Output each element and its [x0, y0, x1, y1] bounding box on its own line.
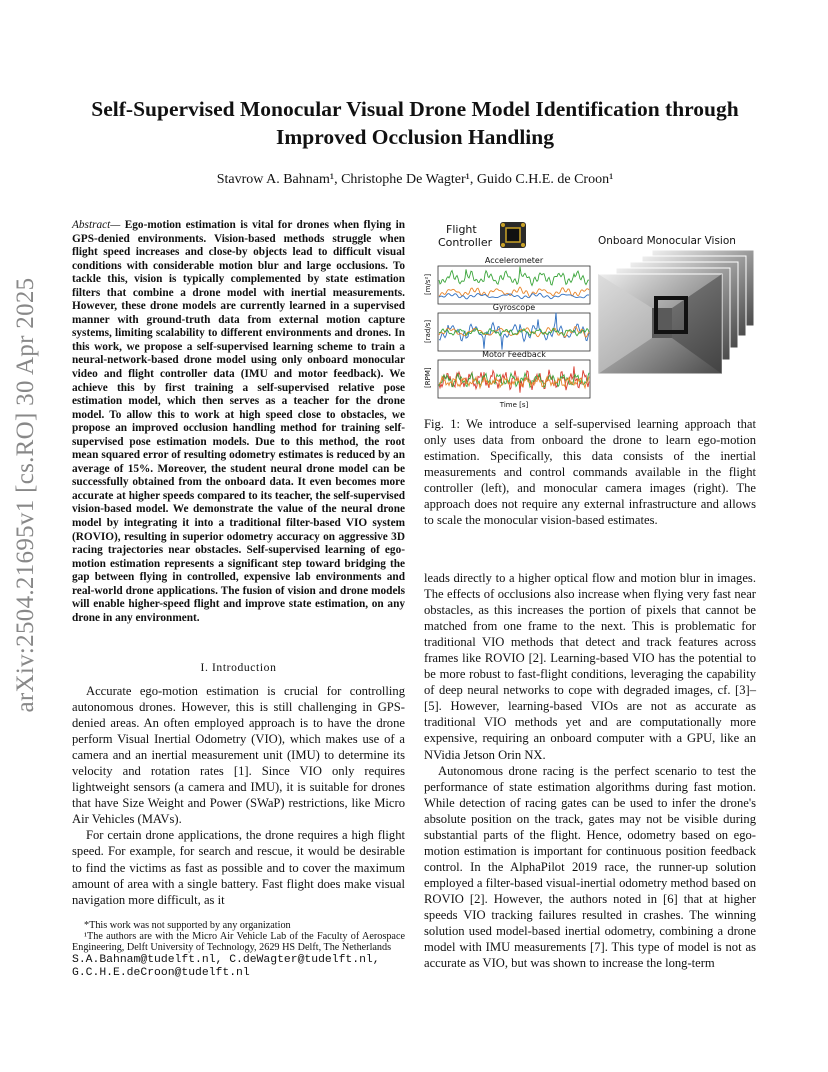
vision-label: Onboard Monocular Vision [598, 235, 736, 247]
unit-label-accel: [m/s²] [424, 273, 432, 295]
figure-1-caption: Fig. 1: We introduce a self-supervised learning approach that only uses data from onboard the drone to learn ego-motion estimation. Specifically, this data consists of the inertial measurements and control commands available in the flight controller (left), and monocular camera images (right). The approach does not require any external infrastructure and allows to scale the monocular vision-based estimates. [424, 417, 756, 528]
intro-paragraph-1: Accurate ego-motion estimation is crucial for controlling autonomous drones. However, this is still challenging in GPS-denied areas. An often employed approach is to have the drone perform Visual Inertial Odometry (VIO), which makes use of a camera and an inertial measurement unit (IMU) to determine its velocity and rotation rates [1]. Since VIO only requires lightweight sensors (a camera and IMU), it is suitable for drones that have Size Weight and Power (SWaP) restrictions, like Micro Air Vehicles (MAVs). [72, 684, 405, 827]
footnotes [72, 920, 405, 980]
intro-paragraph-2: For certain drone applications, the drone requires a high flight speed. For example, for search and rescue, it would be desirable to find the victims as fast as possible and to cover the maximum amount of area with a single battery. Fast flight does make visual navigation more difficult, as it [72, 828, 405, 907]
unit-label-motor: [RPM] [424, 367, 432, 388]
gyroscope-trace-orange [439, 327, 589, 338]
right-paragraph-2: Autonomous drone racing is the perfect scenario to test the performance of state estimation algorithms during fast motion. While detection of racing gates can be used to infer the drone's absolute position on the track, gates may not be visible during substantial parts of the flight. Hence, odometry based on ego-motion estimation is important for continuous position feedback control. In the AlphaPilot 2019 race, the runner-up solution employed a filter-based visual-inertial odometry method based on ROVIO [2]. However, the authors noted in [6] that at higher speeds VIO tracking failures resulted in crashes. The winning solution used model-based inertial odometry, combining a drone model with IMU measurements [7]. This type of model is not as accurate as VIO, but was shown to increase the long-term [424, 763, 756, 971]
plot-title-motor-feedback: Motor Feedback [482, 350, 546, 359]
fc-label-line1: Flight [446, 223, 477, 236]
camera-image-stack [598, 250, 754, 374]
abstract-text: Ego-motion estimation is vital for drones when flying in GPS-denied environments. Vision-based methods struggle when flight speed increases and close-by objects lead to difficult visual conditions with considerable motion blur and large occlusions. To tackle this, vision is typically complemented by state estimation filters that combine a drone model with inertial measurements. However, these drone models are currently learned in a supervised manner with ground-truth data from external motion capture systems, limiting scalability to different environments and drones. In this work, we propose a self-supervised learning scheme to train a neural-network-based drone model using only onboard monocular video and flight controller data (IMU and motor feedback). We achieve this by first training a self-supervised relative pose estimation model, which then serves as a teacher for the drone model. To allow this to work at high speed close to obstacles, we propose an improved occlusion handling method for training self-supervised pose estimation models. Due to this method, the root mean squared error of resulting odometry estimates is reduced by an average of 15%. Moreover, the student neural drone model can be successfully obtained from the onboard data. It even becomes more accurate at higher speeds compared to its teacher, the self-supervised vision-based model. We demonstrate the value of the neural drone model by integrating it into a traditional filter-based VIO system (ROVIO), resulting in superior odometry accuracy on aggressive 3D racing trajectories near obstacles. Self-supervised learning of ego-motion estimation represents a significant step toward bridging the gap between flying in controlled, expensive lab environments and real-world drone applications. The fusion of vision and drone models will enable higher-speed flight and improve state estimation, on any drone in any environment. [72, 219, 405, 624]
unit-label-gyro: [rad/s] [424, 319, 432, 343]
accelerometer-trace-green [439, 267, 589, 286]
flight-controller-board-icon [500, 222, 526, 248]
figure-1-graphic [420, 220, 756, 410]
plot-title-gyroscope: Gyroscope [492, 303, 536, 312]
footnote-affiliation: ¹The authors are with the Micro Air Vehicle Lab of the Faculty of Aerospace Engineering, Delft University of Technology, 2629 HS Delft, The Netherlands [72, 931, 405, 954]
abstract-label: Abstract— [72, 219, 121, 231]
section-heading-introduction: I. Introduction [200, 661, 277, 674]
footnote-emails: S.A.Bahnam@tudelft.nl, C.deWagter@tudelft.nl, G.C.H.E.deCroon@tudelft.nl [72, 953, 380, 979]
footnote-funding: *This work was not supported by any organization [84, 920, 291, 931]
fc-label-line2: Controller [438, 236, 493, 249]
time-axis-label: Time [s] [499, 401, 529, 409]
figure-1 [420, 220, 756, 410]
author-list: Stavrow A. Bahnam¹, Christophe De Wagter¹, Guido C.H.E. de Croon¹ [216, 172, 614, 187]
arxiv-identifier: arXiv:2504.21695v1 [cs.RO] 30 Apr 2025 [12, 277, 39, 713]
right-paragraph-1: leads directly to a higher optical flow and motion blur in images. The effects of occlusions also increase when flying very fast near obstacles, as this increases the portion of pixels that cannot be matched from one frame to the next. This is problematic for traditional VIO methods that detect and track features across frames like ROVIO [2]. Learning-based VIO has the potential to be more robust to fast-flight conditions, leveraging the capability of deep neural networks to cope with degraded images, cf. [3]–[5]. However, learning-based VIOs are not as accurate as traditional VIO methods yet and are computationally more expensive, requiring an onboard computer with a GPU, like an NVidia Jetson Orin NX. [424, 571, 756, 762]
paper-title: Self-Supervised Monocular Visual Drone Model Identification through Improved Occlusion Handling [91, 97, 739, 149]
accelerometer-trace-blue [439, 293, 589, 299]
sensor-traces [439, 267, 589, 393]
abstract [72, 219, 405, 625]
introduction-body [72, 683, 405, 908]
camera-image-front [598, 274, 722, 374]
plot-title-accelerometer: Accelerometer [484, 256, 544, 265]
plot-frame-accelerometer [438, 266, 590, 304]
right-column-body [424, 570, 756, 971]
